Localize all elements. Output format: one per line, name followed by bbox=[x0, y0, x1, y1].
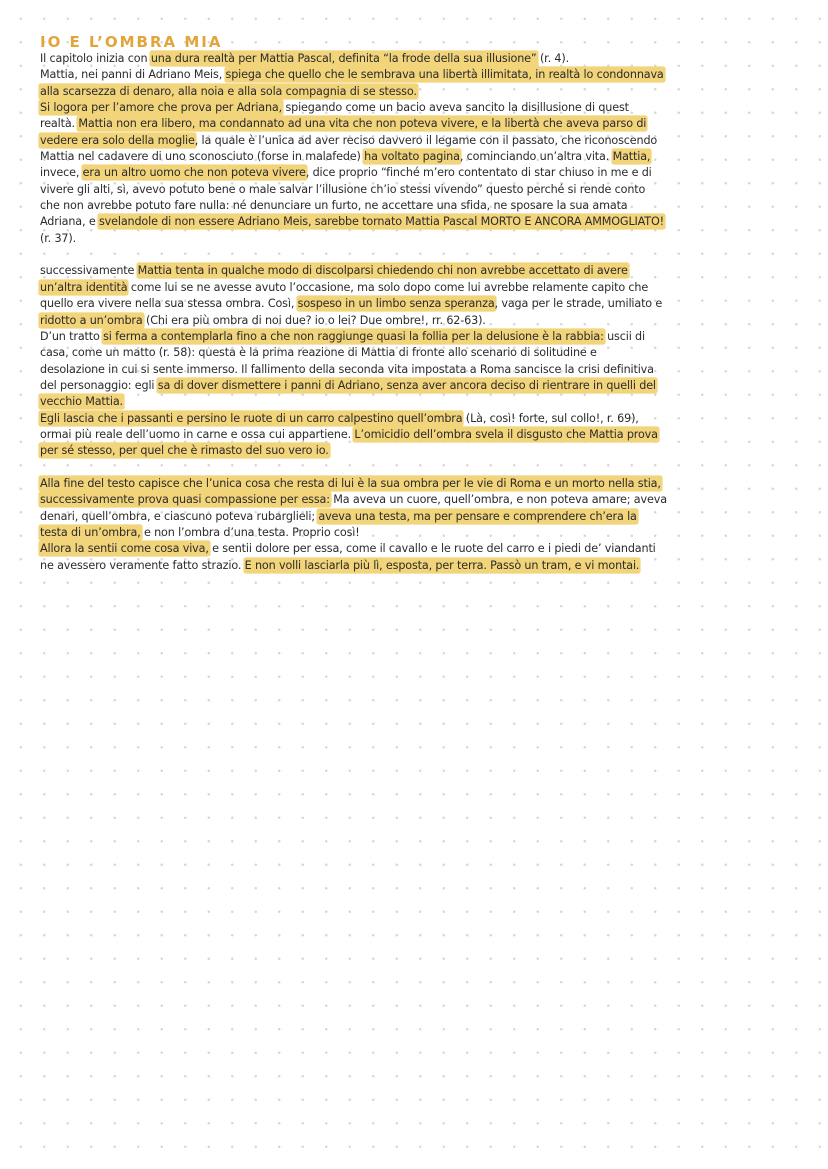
paragraph bbox=[40, 51, 776, 247]
highlighted-text: si ferma a contemplarla fino a che non raggiunge quasi la follia per la delusione è la rabbia: bbox=[103, 329, 604, 343]
plain-text: Il capitolo inizia con bbox=[40, 52, 151, 65]
highlighted-text: Alla fine del testo capisce che l’unica cosa che resta di lui è la sua ombra per le vie di Roma e un morto nella stia, bbox=[40, 476, 661, 490]
highlighted-text: Egli lascia che i passanti e persino le ruote di un carro calpestino quell’ombra bbox=[40, 411, 463, 425]
plain-text: Adriana, e bbox=[40, 215, 99, 229]
highlighted-text: sospeso in un limbo senza speranza bbox=[297, 297, 495, 311]
plain-text: Mattia nel cadavere di uno sconosciuto (forse in malafede) bbox=[40, 150, 365, 164]
highlighted-text: ha voltato pagina bbox=[364, 150, 460, 164]
plain-text: realtà. bbox=[40, 117, 79, 131]
highlighted-text: una dura realtà per Mattia Pascal, definita “la frode della sua illusione” bbox=[150, 52, 537, 65]
text-line bbox=[40, 329, 776, 345]
highlighted-text: Mattia, bbox=[612, 150, 651, 164]
plain-text: (Chi era più ombra di noi due? io o lei? Due ombre!, rr. 62-63). bbox=[142, 313, 486, 327]
plain-text: ne avessero veramente fatto strazio. bbox=[40, 558, 245, 572]
plain-text: , dice proprio “finché m’ero contentato di star chiuso in me e di bbox=[305, 166, 652, 180]
text-line bbox=[40, 443, 776, 459]
text-line bbox=[40, 394, 776, 410]
text-line bbox=[40, 67, 776, 83]
plain-text: vivere gli alti, sì, avevo potuto bene o male salvar l’illusione ch’io stessi vivendo” questo perché si rende conto bbox=[40, 182, 646, 196]
text-line bbox=[40, 51, 776, 67]
text-line bbox=[40, 182, 776, 198]
plain-text: del personaggio: egli bbox=[40, 378, 158, 392]
highlighted-text: testa di un’ombra, bbox=[40, 525, 141, 539]
paragraph bbox=[40, 476, 776, 574]
highlighted-text: era un altro uomo che non poteva vivere bbox=[82, 166, 306, 180]
plain-text: Mattia, nei panni di Adriano Meis, bbox=[40, 68, 226, 82]
text-line bbox=[40, 149, 776, 165]
text-line bbox=[40, 378, 776, 394]
highlighted-text: vecchio Mattia. bbox=[40, 395, 123, 409]
plain-text: spiegando come un bacio aveva sancito la disillusione di quest bbox=[282, 101, 629, 115]
plain-text: , vaga per le strade, umiliato e bbox=[494, 297, 663, 311]
highlighted-text: un’altra identità bbox=[40, 280, 128, 294]
text-line bbox=[40, 476, 776, 492]
highlighted-text: L’omicidio dell’ombra svela il disgusto che Mattia prova bbox=[354, 427, 658, 441]
notes-content bbox=[40, 51, 776, 590]
text-line bbox=[40, 165, 776, 181]
highlighted-text: Mattia tenta in qualche modo di discolparsi chiedendo chi non avrebbe accettato di avere bbox=[137, 264, 628, 278]
text-line bbox=[40, 214, 776, 230]
plain-text: , la quale è l’unica ad aver reciso davvero il legame con il passato, che riconoscendo bbox=[194, 133, 658, 147]
highlighted-text: E non volli lasciarla più lì, esposta, per terra. Passò un tram, e vi montai. bbox=[244, 558, 640, 572]
plain-text: Ma aveva un cuore, quell’ombra, e non poteva amare; aveva bbox=[329, 493, 667, 507]
highlighted-text: vedere era solo della moglie bbox=[40, 133, 195, 147]
text-line bbox=[40, 231, 776, 247]
plain-text: (Là, così! forte, sul collo!, r. 69), bbox=[462, 411, 639, 425]
text-line bbox=[40, 280, 776, 296]
highlighted-text: Si logora per l’amore che prova per Adriana, bbox=[40, 101, 283, 115]
plain-text: (r. 37). bbox=[40, 231, 77, 245]
plain-text: desolazione in cui si sente immerso. Il fallimento della seconda vita impostata a Roma sancisce la crisi definitiva bbox=[40, 362, 654, 376]
highlighted-text: per sé stesso, per quel che è rimasto del suo vero io. bbox=[40, 444, 329, 458]
text-line bbox=[40, 411, 776, 427]
page-title: IO E L’OMBRA MIA bbox=[40, 33, 223, 51]
plain-text: come lui se ne avesse avuto l’occasione, ma solo dopo come lui avrebbe relamente capito che bbox=[127, 280, 649, 294]
text-line bbox=[40, 541, 776, 557]
text-line bbox=[40, 263, 776, 279]
text-line bbox=[40, 296, 776, 312]
plain-text: casa, come un matto (r. 58): questa è la prima reazione di Mattia di fronte allo scenario di solitudine e bbox=[40, 346, 597, 360]
plain-text: (r. 4). bbox=[536, 52, 569, 65]
text-line bbox=[40, 100, 776, 116]
text-line bbox=[40, 313, 776, 329]
text-line bbox=[40, 509, 776, 525]
plain-text: invece, bbox=[40, 166, 83, 180]
plain-text: quello era vivere nella sua stessa ombra. Così, bbox=[40, 297, 298, 311]
text-line bbox=[40, 84, 776, 100]
plain-text: successivamente bbox=[40, 264, 138, 278]
plain-text: e sentii dolore per essa, come il cavallo e le ruote del carro e i piedi de’ viandanti bbox=[208, 542, 656, 556]
highlighted-text: aveva una testa, ma per pensare e comprendere ch’era la bbox=[318, 509, 637, 523]
highlighted-text: svelandole di non essere Adriano Meis, sarebbe tornato Mattia Pascal MORTO E ANCORA AMMOGLIATO! bbox=[98, 215, 664, 229]
text-line bbox=[40, 427, 776, 443]
highlighted-text: Allora la sentii come cosa viva, bbox=[40, 542, 209, 556]
highlighted-text: alla scarsezza di denaro, alla noia e alla sola compagnia di se stesso. bbox=[40, 84, 417, 98]
paragraph bbox=[40, 263, 776, 459]
text-line bbox=[40, 116, 776, 132]
text-line bbox=[40, 525, 776, 541]
plain-text: uscii di bbox=[603, 329, 645, 343]
text-line bbox=[40, 133, 776, 149]
highlighted-text: ridotto a un’ombra bbox=[40, 313, 143, 327]
highlighted-text: spiega che quello che le sembrava una libertà illimitata, in realtà lo condonnava bbox=[225, 68, 664, 82]
text-line bbox=[40, 558, 776, 574]
plain-text: che non avrebbe potuto fare nulla: né denunciare un furto, ne accettare una sfida, ne sposare la sua amata bbox=[40, 199, 628, 213]
highlighted-text: Mattia non era libero, ma condannato ad una vita che non poteva vivere, e la libertà che aveva parso di bbox=[78, 117, 647, 131]
text-line bbox=[40, 362, 776, 378]
highlighted-text: successivamente prova quasi compassione per essa: bbox=[40, 493, 330, 507]
text-line bbox=[40, 198, 776, 214]
text-line bbox=[40, 492, 776, 508]
text-line bbox=[40, 345, 776, 361]
plain-text: e non l’ombra d’una testa. Proprio così! bbox=[140, 525, 360, 539]
plain-text: ormai più reale dell’uomo in carne e ossa cui appartiene. bbox=[40, 427, 355, 441]
highlighted-text: sa di dover dismettere i panni di Adriano, senza aver ancora deciso di rientrare in quelli del bbox=[157, 378, 656, 392]
plain-text: D’un tratto bbox=[40, 329, 104, 343]
plain-text: denari, quell’ombra, e ciascuno poteva rubarglieli; bbox=[40, 509, 319, 523]
plain-text: , cominciando un’altra vita. bbox=[459, 150, 613, 164]
